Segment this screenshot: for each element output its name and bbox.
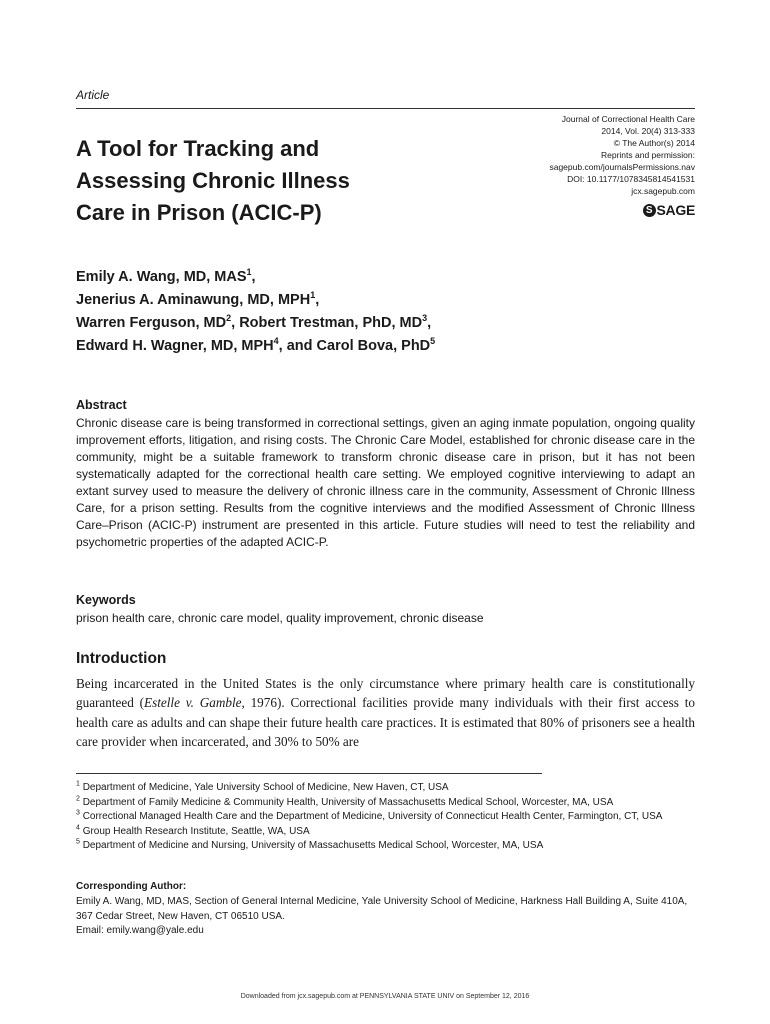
separator: , <box>427 315 432 331</box>
separator: , <box>315 292 320 308</box>
footnote-text: Department of Family Medicine & Community Health, University of Massachusetts Medical School, Worcester, MA, USA <box>82 796 614 808</box>
author-name: Edward H. Wagner, MD, MPH <box>76 338 274 354</box>
title-line: A Tool for Tracking and <box>76 136 320 161</box>
author-name: , and Carol Bova, PhD <box>278 338 431 354</box>
article-type-label: Article <box>76 88 110 102</box>
footnote-number: 1 <box>76 780 80 788</box>
affiliation-marker: 1 <box>310 290 316 301</box>
separator: , <box>251 269 256 285</box>
footnote-text: Correctional Managed Health Care and the Department of Medicine, University of Connecticut Health Center, Farmington, CT, USA <box>82 811 663 822</box>
affiliation-marker: 2 <box>226 313 232 324</box>
corresponding-author-details <box>76 895 695 939</box>
affiliation-marker: 1 <box>246 267 252 278</box>
title-line: Assessing Chronic Illness <box>76 168 350 193</box>
author-line <box>76 289 636 312</box>
case-citation[interactable]: Estelle v. Gamble <box>144 695 242 711</box>
journal-volume: 2014, Vol. 20(4) 313-333 <box>601 126 695 136</box>
footnote <box>76 781 695 796</box>
author-line <box>76 266 636 289</box>
header-divider <box>76 108 695 109</box>
footnote <box>76 839 695 854</box>
footnote-number: 3 <box>76 809 80 817</box>
paper-title <box>76 133 436 229</box>
affiliation-marker: 3 <box>422 313 428 324</box>
sage-logo <box>643 202 695 218</box>
keywords-heading: Keywords <box>76 593 136 607</box>
intro-text-part: Being incarcerated in the United States is the only circumstance where primary health care is constitutionally guaranteed ( <box>76 676 695 711</box>
footnote-number: 2 <box>76 795 80 803</box>
author-name: Warren Ferguson, MD <box>76 315 227 331</box>
abstract-text: Chronic disease care is being transformed in correctional settings, given an aging inmate population, ongoing quality improvement efforts, litigation, and rising costs. The Chronic Care Model, established for chronic disease care in the community, might be a suitable framework to transform chronic disease care in prison, but it has not been systematically adapted for the correctional health care setting. We employed cognitive interviewing to adapt an extant survey used to measure the delivery of chronic illness care in the community, Assessment of Chronic Illness Care, for a prison setting. Results from the cognitive interviews and the modified Assessment of Chronic Illness Care–Prison (ACIC-P) instrument are presented in this article. Future studies will need to test the reliability and psychometric properties of the adapted ACIC-P. <box>76 416 695 549</box>
journal-site-link[interactable]: jcx.sagepub.com <box>631 186 695 196</box>
footnote-text: Department of Medicine, Yale University School of Medicine, New Haven, CT, USA <box>82 782 449 793</box>
footnote-divider <box>76 773 542 774</box>
journal-name[interactable]: Journal of Correctional Health Care <box>561 114 695 124</box>
footnote <box>76 796 695 811</box>
permissions-link[interactable]: sagepub.com/journalsPermissions.nav <box>549 162 695 172</box>
affiliation-marker: 5 <box>430 336 436 347</box>
sage-logo-text: SAGE <box>656 202 695 218</box>
journal-info <box>475 113 695 197</box>
sage-logo-icon: S <box>643 204 656 217</box>
footnote <box>76 825 695 840</box>
footnote-text: Group Health Research Institute, Seattle, WA, USA <box>82 825 310 837</box>
author-list <box>76 266 636 358</box>
affiliation-marker: 4 <box>273 336 279 347</box>
introduction-heading: Introduction <box>76 650 167 667</box>
author-name: Emily A. Wang, MD, MAS <box>76 269 247 285</box>
title-line: Care in Prison (ACIC-P) <box>76 200 322 225</box>
corresponding-email[interactable]: Email: emily.wang@yale.edu <box>76 925 204 936</box>
keywords-text: prison health care, chronic care model, quality improvement, chronic disease <box>76 611 484 625</box>
author-name: , Robert Trestman, PhD, MD <box>231 315 423 331</box>
copyright: © The Author(s) 2014 <box>613 138 695 148</box>
corresponding-address: Emily A. Wang, MD, MAS, Section of General Internal Medicine, Yale University School of Medicine, Harkness Hall Building A, Suite 410A, 367 Cedar Street, New Haven, CT 06510 USA. <box>76 896 688 922</box>
reprints-label: Reprints and permission: <box>600 150 695 160</box>
intro-text-part: , 1976). Correctional facilities provide many individuals with their first access to health care as adults and can shape their future health care practices. It is estimated that 80% of prisoners see a health care provider when incarcerated, and 30% to 50% are <box>76 695 695 749</box>
footnote-number: 4 <box>76 824 80 832</box>
affiliation-footnotes <box>76 781 695 854</box>
author-line <box>76 312 636 335</box>
download-notice: Downloaded from jcx.sagepub.com at PENNSYLVANIA STATE UNIV on September 12, 2016 <box>240 993 530 1000</box>
footnote-number: 5 <box>76 838 80 846</box>
introduction-text <box>76 674 695 751</box>
footnote-text: Department of Medicine and Nursing, University of Massachusetts Medical School, Worcester, MA, USA <box>82 840 544 851</box>
corresponding-author-heading: Corresponding Author: <box>76 881 187 892</box>
abstract-heading: Abstract <box>76 398 127 412</box>
author-line <box>76 335 636 358</box>
author-name: Jenerius A. Aminawung, MD, MPH <box>76 292 311 308</box>
doi-link[interactable]: DOI: 10.1177/1078345814541531 <box>567 174 695 184</box>
footnote <box>76 810 695 825</box>
